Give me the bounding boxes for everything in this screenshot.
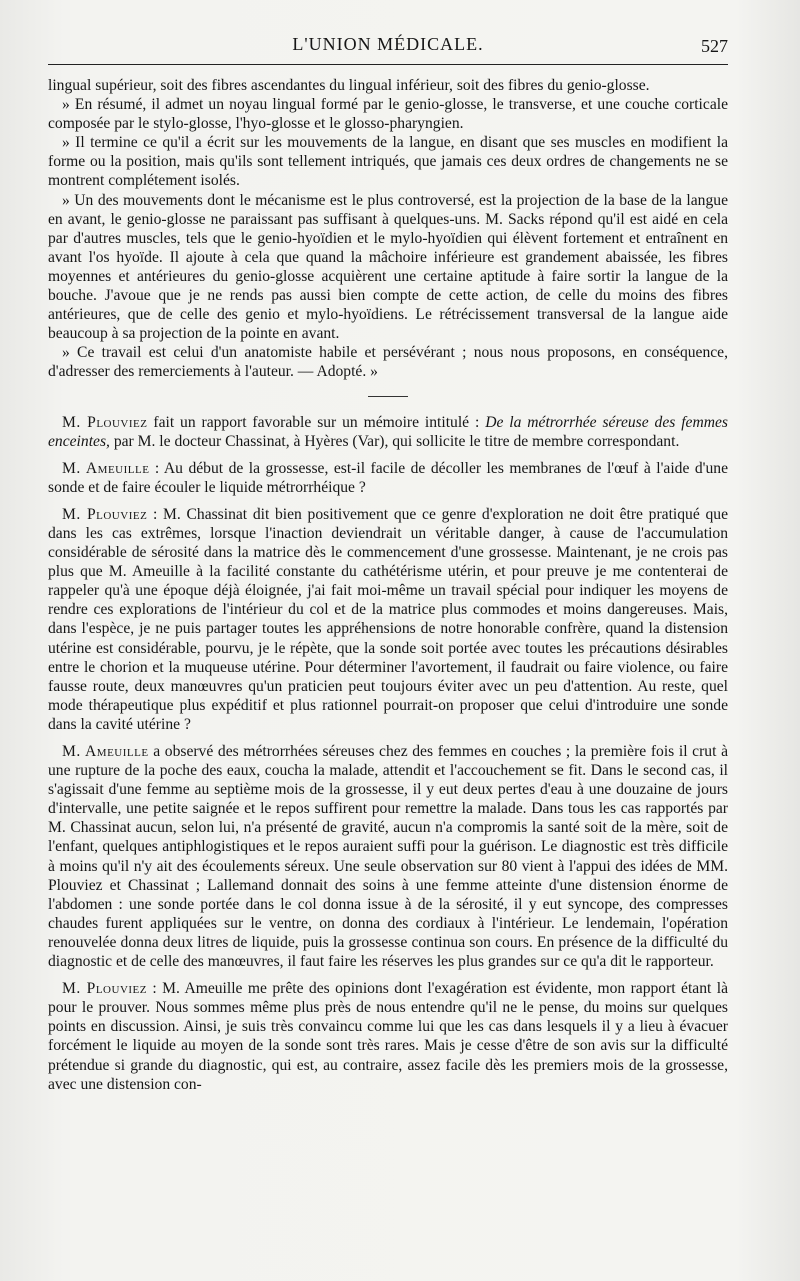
paragraph-text: : Au début de la grossesse, est-il facile de décoller les membranes de l'œuf à l'aide d'une sonde et de faire écouler le liquide métrorrhéique ? bbox=[48, 459, 728, 496]
page-number: 527 bbox=[701, 36, 728, 56]
speaker-name: M. Ameuille bbox=[62, 459, 150, 477]
speaker-name: M. Plouviez bbox=[62, 980, 147, 998]
paragraph-text: : M. Ameuille me prête des opinions dont l'exagération est évidente, mon rapport étant là pour le prouver. Nous sommes même plus près de nous entendre qu'il ne le pense, du moins sur quelques points en discussion. Ainsi, je suis très convaincu comme lui que les cas dans lesquels il y a lieu à évacuer forcément le liquide au moyen de la sonde sont très rares. Mais je cesse d'être de son avis sur la difficulté prétendue si grande du diagnostic, qui est, au contraire, assez facile dès les premiers mois de la grossesse, avec une distension con- bbox=[48, 980, 728, 1093]
paragraph bbox=[48, 979, 728, 1094]
paragraph: » Il termine ce qu'il a écrit sur les mouvements de la langue, en disant que ses muscles en modifient la forme ou la position, mais qu'ils sont tellement intriqués, que jamais ces deux ordres de changements ne se montrent complétement isolés. bbox=[48, 134, 728, 190]
section-separator bbox=[368, 396, 408, 397]
memoir-title: De la métrorrhée séreuse des femmes enceintes, bbox=[48, 413, 728, 450]
page-header bbox=[48, 34, 728, 60]
running-title: L'UNION MÉDICALE. bbox=[292, 34, 484, 54]
paragraph-text: : M. Chassinat dit bien positivement que ce genre d'exploration ne doit être pratiqué que dans les cas extrêmes, lorsque l'inaction deviendrait un véritable danger, à cause de l'accumulation considérable de sérosité dans la matrice dès le commencement d'une grossesse. Maintenant, je ne crois pas plus que M. Ameuille à la facilité constante du cathétérisme utérin, et pour preuve je me contenterai de rappeler qu'à une époque déjà éloignée, j'ai fait moi-même un travail spécial pour indiquer les moyens de rendre ces explorations de l'intérieur du col et de la matrice plus commodes et moins dangereuses. Mais, dans l'espèce, je ne puis partager toutes les appréhensions de notre honorable confrère, quand la distension utérine est considérable, pourvu, je le répète, que la sonde soit portée avec toutes les précautions désirables entre le chorion et la muqueuse utérine. Pour déterminer l'avortement, il faudrait ou faire violence, ou faire fausse route, deux manœuvres qu'un praticien peut toujours éviter avec un peu d'attention. Au reste, quel mode thérapeutique plus expéditif et plus rationnel pourrait-on proposer que celui d'introduire une sonde dans la cavité utérine ? bbox=[48, 505, 728, 733]
paragraph: lingual supérieur, soit des fibres ascendantes du lingual inférieur, soit des fibres du genio-glosse. bbox=[48, 77, 650, 94]
paragraph-text: par M. le docteur Chassinat, à Hyères (Var), qui sollicite le titre de membre correspondant. bbox=[109, 432, 680, 450]
body-text bbox=[48, 76, 728, 1094]
paragraph: » Un des mouvements dont le mécanisme est le plus controversé, est la projection de la base de la langue en avant, le genio-glosse ne paraissant pas suffisant à quelques-uns. M. Sacks répond qu'il est aidé en cela par d'autres muscles, tels que le genio-hyoïdien et le mylo-hyoïdien qui élèvent fortement et entraînent en avant l'os hyoïde. Il ajoute à cela que quand la mâchoire inférieure est grandement abaissée, les fibres moyennes et antérieures du genio-glosse acquièrent une certaine aptitude à faire sortir la langue de la bouche. J'avoue que je ne rends pas aussi bien compte de cette action, de celle du moins des fibres antérieures, que de celle des genio et mylo-hyoïdiens. Le rétrécissement transversal de la langue aide beaucoup à sa projection de la pointe en avant. bbox=[48, 191, 728, 343]
paragraph: » Ce travail est celui d'un anatomiste habile et persévérant ; nous nous proposons, en conséquence, d'adresser des remerciements à l'auteur. — Adopté. » bbox=[48, 344, 728, 381]
paragraph bbox=[48, 413, 728, 451]
speaker-name: M. Ameuille bbox=[62, 743, 149, 760]
speaker-name: M. Plouviez bbox=[62, 413, 148, 431]
paragraph: » En résumé, il admet un noyau lingual formé par le genio-glosse, le transverse, et une couche corticale composée par le stylo-glosse, l'hyo-glosse et le glosso-pharyngien. bbox=[48, 96, 728, 133]
paragraph bbox=[48, 505, 728, 734]
paragraph bbox=[48, 742, 728, 971]
paragraph bbox=[48, 459, 728, 497]
paragraph-text: fait un rapport favorable sur un mémoire intitulé : bbox=[147, 413, 486, 431]
speaker-name: M. Plouviez bbox=[62, 505, 148, 523]
header-rule bbox=[48, 64, 728, 65]
paragraph-text: a observé des métrorrhées séreuses chez des femmes en couches ; la première fois il crut à une rupture de la poche des eaux, coucha la malade, attendit et l'accouchement se fit. Dans le second cas, il s'agissait d'une femme au septième mois de la grossesse, il y eut deux pertes d'eau à une douzaine de jours d'intervalle, une petite saignée et le repos suffirent pour remettre la malade. Dans tous les cas rapportés par M. Chassinat aucun, selon lui, n'a présenté de gravité, aucun n'a compromis la santé soit de la mère, soit de l'enfant, quelques antiphlogistiques et le repos auraient suffi pour la guérison. Le diagnostic est très difficile à moins qu'il n'y ait des écoulements séreux. Une seule observation sur 80 vient à l'appui des idées de MM. Plouviez et Chassinat ; Lallemand donnait des soins à une femme atteinte d'une distension énorme de l'abdomen : une sonde portée dans le col donna issue à de la sérosité, il y eut syncope, des compresses chaudes furent appliquées sur le ventre, on donna des cordiaux à l'intérieur. Le lendemain, l'opération renouvelée donna deux litres de liquide, puis la grossesse continua son cours. En présence de la difficulté du diagnostic et de celle des manœuvres, il faut faire les réserves les plus grandes sur ce qu'a dit le rapporteur. bbox=[48, 743, 728, 971]
